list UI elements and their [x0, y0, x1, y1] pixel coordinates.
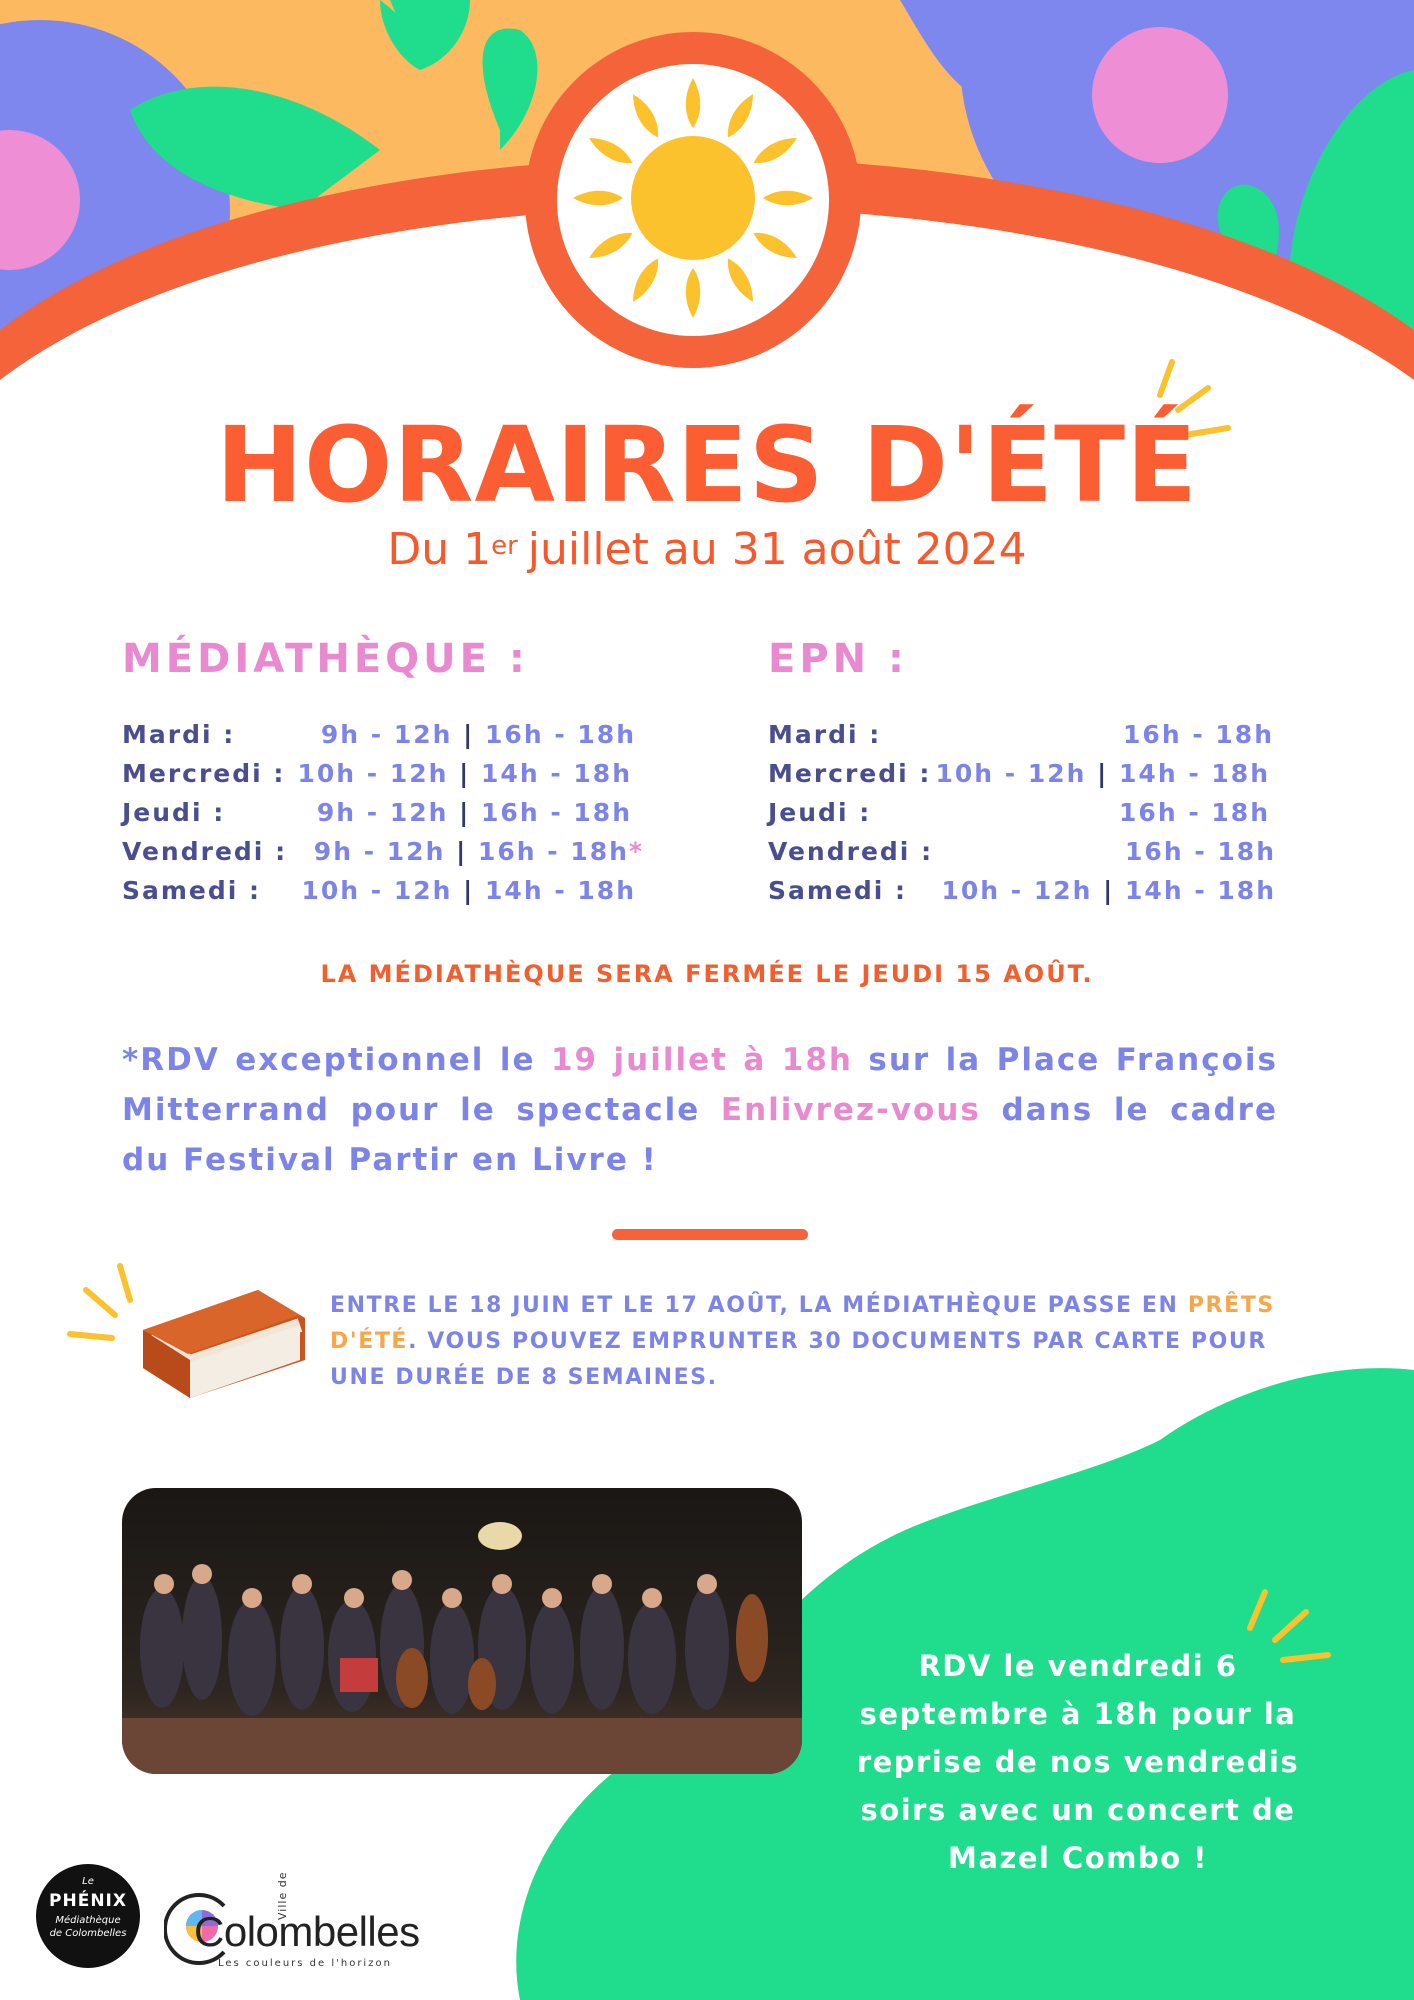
date-rest: juillet au 31 août 2024	[527, 524, 1027, 575]
epn-heading: EPN :	[768, 636, 909, 682]
schedule-row	[122, 833, 644, 871]
band-photo	[122, 1488, 802, 1774]
mediatheque-heading: MÉDIATHÈQUE :	[122, 636, 529, 682]
event-date: 19 juillet à 18h	[550, 1042, 853, 1078]
schedule-row	[768, 833, 1276, 871]
day-label: Jeudi :	[122, 798, 226, 827]
summer-loans-highlight: PRÊTS D'ÉTÉ	[330, 1293, 1275, 1354]
epn-schedule	[768, 716, 1276, 916]
hours: 9h - 12h | 16h - 18h	[316, 798, 632, 827]
phenix-logo: Le PHÉNIX Médiathèque de Colombelles	[36, 1864, 140, 1968]
day-label: Samedi :	[768, 876, 908, 905]
day-label: Samedi :	[122, 876, 262, 905]
colombelles-logo: Colombelles Ville de Les couleurs de l'horizon	[162, 1880, 422, 1970]
date-prefix: Du 1	[387, 524, 492, 575]
closure-notice: LA MÉDIATHÈQUE SERA FERMÉE LE JEUDI 15 AOÛT.	[320, 960, 1094, 988]
schedule-row	[122, 872, 640, 910]
day-label: Vendredi :	[122, 837, 288, 866]
date-superscript: er	[491, 531, 518, 561]
hours: 16h - 18h	[1123, 720, 1274, 749]
schedule-row	[768, 872, 1276, 910]
concert-announcement: RDV le vendredi 6 septembre à 18h pour la reprise de nos vendredis soirs avec un concert de Mazel Combo !	[856, 1649, 1300, 1875]
summer-loans-paragraph: ENTRE LE 18 JUIN ET LE 17 AOÛT, LA MÉDIATHÈQUE PASSE EN PRÊTS D'ÉTÉ. VOUS POUVEZ EMPRUNTER 30 DOCUMENTS PAR CARTE POUR UNE DURÉE DE 8 SEMAINES.	[330, 1293, 1275, 1390]
hours: 16h - 18h	[1119, 798, 1270, 827]
day-label: Mardi :	[122, 720, 236, 749]
show-name: Enlivrez-vous	[720, 1092, 981, 1128]
hours: 10h - 12h | 14h - 18h	[941, 876, 1276, 905]
day-label: Mardi :	[768, 720, 882, 749]
hours: 9h - 12h | 16h - 18h	[320, 720, 636, 749]
date-range	[0, 520, 1414, 580]
day-label: Mercredi :	[122, 759, 286, 788]
day-label: Mercredi :	[768, 759, 932, 788]
schedule-row	[768, 755, 1276, 793]
hours: 10h - 12h | 14h - 18h	[297, 759, 632, 788]
page-title: HORAIRES D'ÉTÉ	[215, 404, 1199, 526]
schedule-row	[768, 716, 1276, 754]
hours: 9h - 12h | 16h - 18h*	[313, 837, 644, 866]
divider	[612, 1229, 808, 1240]
schedule-row	[122, 755, 640, 793]
schedule-row	[122, 794, 640, 832]
hours: 10h - 12h | 14h - 18h	[301, 876, 636, 905]
hours: 16h - 18h	[1125, 837, 1276, 866]
hours: 10h - 12h | 14h - 18h	[935, 759, 1270, 788]
day-label: Vendredi :	[768, 837, 934, 866]
mediatheque-schedule	[122, 716, 644, 916]
schedule-row	[768, 794, 1276, 832]
special-event-paragraph: *RDV exceptionnel le 19 juillet à 18h sur la Place François Mitterrand pour le spectacle Enlivrez-vous dans le cadre du Festival Partir en Livre !	[122, 1042, 1278, 1178]
day-label: Jeudi :	[768, 798, 872, 827]
schedule-row	[122, 716, 640, 754]
